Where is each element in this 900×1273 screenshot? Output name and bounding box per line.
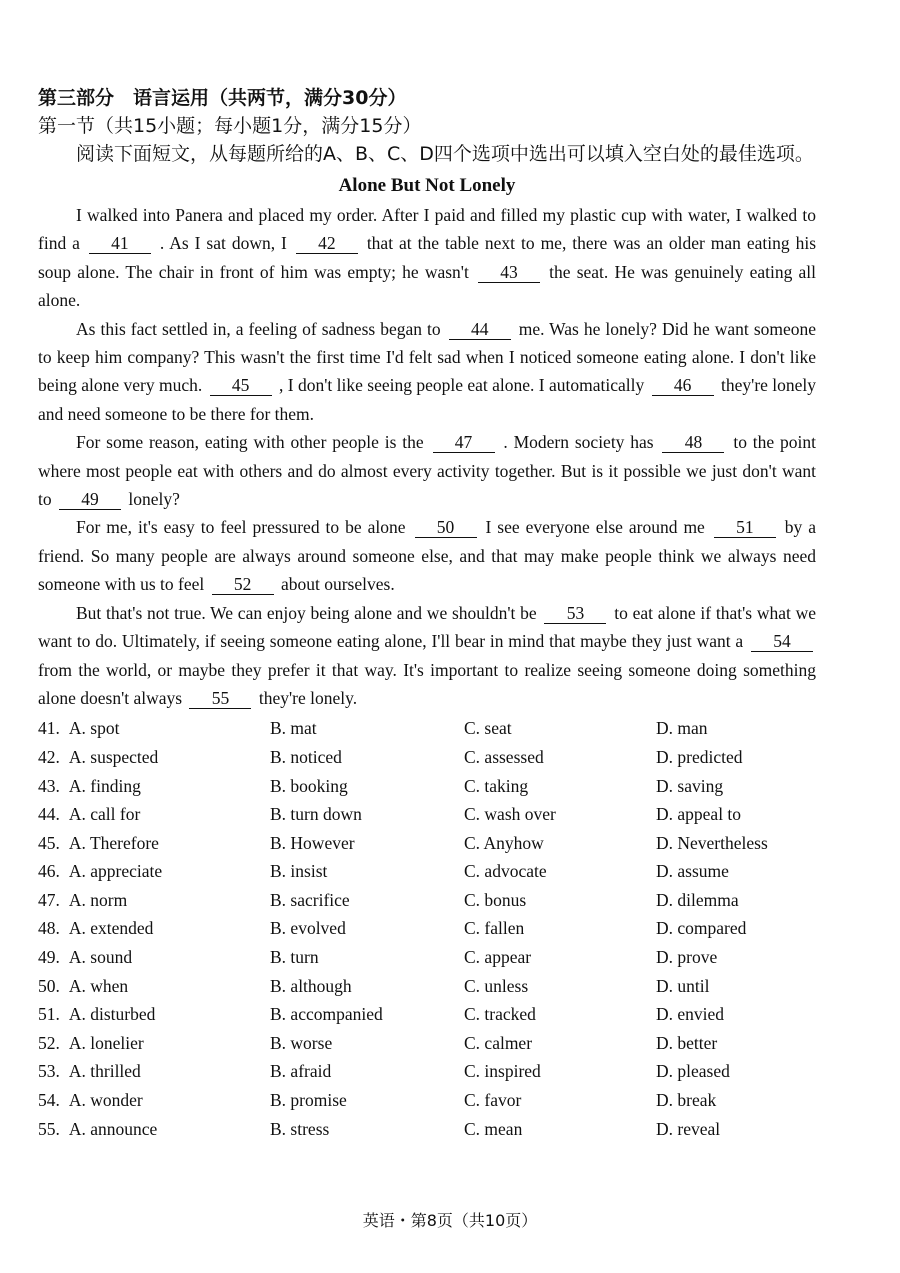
option-b[interactable]: B. stress [270, 1118, 330, 1139]
answer-blank[interactable]: 43 [478, 262, 540, 283]
answer-blank[interactable]: 45 [210, 375, 272, 396]
option-a[interactable] [38, 857, 270, 886]
option-c[interactable]: C. tracked [464, 1004, 536, 1025]
question-number: 48. [38, 918, 60, 939]
option-a-text: A. suspected [68, 746, 159, 767]
option-a[interactable] [38, 1000, 270, 1029]
option-a-text: A. sound [68, 947, 133, 968]
option-b[interactable]: B. booking [270, 775, 348, 796]
question-number: 46. [38, 861, 60, 882]
option-c[interactable]: C. mean [464, 1118, 523, 1139]
option-b[interactable]: B. noticed [270, 746, 342, 767]
answer-blank[interactable]: 49 [59, 489, 121, 510]
option-d[interactable]: D. envied [656, 1004, 725, 1025]
option-a[interactable] [38, 1115, 270, 1144]
question-row [38, 972, 816, 1001]
passage-text: to the point where most people eat with others and do almost every activity together. But is it possible we just don't want to [38, 432, 817, 510]
question-row [38, 772, 816, 801]
question-row [38, 714, 816, 743]
passage-text: As this fact settled in, a feeling of sadness began to [76, 318, 441, 339]
passage-text: For me, it's easy to feel pressured to be alone [76, 517, 406, 538]
answer-blank[interactable]: 44 [449, 319, 511, 340]
option-d[interactable]: D. pleased [656, 1061, 730, 1082]
answer-blank[interactable]: 54 [751, 631, 813, 652]
question-row [38, 914, 816, 943]
passage-text: , I don't like seeing people eat alone. I automatically [279, 375, 645, 396]
question-row [38, 1029, 816, 1058]
passage-text: they're lonely. [258, 687, 358, 708]
exam-page [38, 84, 816, 1143]
passage-paragraph [38, 513, 816, 598]
option-d[interactable]: D. saving [656, 775, 724, 796]
passage-text: I see everyone else around me [485, 517, 705, 538]
passage-text: about ourselves. [280, 574, 395, 595]
option-a-text: A. announce [68, 1118, 158, 1139]
option-b[interactable]: B. worse [270, 1032, 333, 1053]
question-row [38, 1086, 816, 1115]
answer-blank[interactable]: 51 [714, 517, 776, 538]
option-a-text: A. wonder [68, 1090, 143, 1111]
option-a-text: A. call for [68, 804, 141, 825]
answer-options [38, 714, 816, 1143]
question-number: 41. [38, 718, 60, 739]
option-c[interactable]: C. taking [464, 775, 529, 796]
question-row [38, 857, 816, 886]
answer-blank[interactable]: 42 [296, 233, 358, 254]
question-row [38, 943, 816, 972]
option-a[interactable] [38, 772, 270, 801]
question-number: 43. [38, 775, 60, 796]
passage-paragraph [38, 315, 816, 429]
question-row [38, 829, 816, 858]
option-d[interactable]: D. man [656, 718, 708, 739]
option-a-text: A. norm [68, 889, 128, 910]
option-b[interactable]: B. although [270, 975, 352, 996]
option-a[interactable] [38, 714, 270, 743]
option-a[interactable] [38, 1029, 270, 1058]
answer-blank[interactable]: 46 [652, 375, 714, 396]
option-a[interactable] [38, 943, 270, 972]
option-a[interactable] [38, 1057, 270, 1086]
option-c[interactable]: C. inspired [464, 1061, 541, 1082]
option-c[interactable]: C. unless [464, 975, 529, 996]
option-a[interactable] [38, 1086, 270, 1115]
option-c[interactable]: C. fallen [464, 918, 525, 939]
option-d[interactable]: D. predicted [656, 746, 743, 767]
option-a-text: A. spot [68, 718, 120, 739]
option-a-text: A. Therefore [68, 832, 159, 853]
section-heading: 第三部分 语言运用（共两节，满分30分） [38, 87, 407, 109]
page-footer: 英语・第8页（共10页） [362, 1211, 538, 1230]
option-c[interactable]: C. appear [464, 947, 532, 968]
option-a-text: A. disturbed [68, 1004, 156, 1025]
answer-blank[interactable]: 48 [662, 432, 724, 453]
option-c[interactable]: C. calmer [464, 1032, 533, 1053]
passage-text: . As I sat down, I [159, 233, 287, 254]
option-d[interactable]: D. until [656, 975, 710, 996]
option-d[interactable]: D. Nevertheless [656, 832, 768, 853]
question-number: 50. [38, 975, 60, 996]
option-b[interactable]: B. accompanied [270, 1004, 383, 1025]
answer-blank[interactable]: 41 [89, 233, 151, 254]
option-a[interactable] [38, 829, 270, 858]
option-d[interactable]: D. compared [656, 918, 747, 939]
passage-paragraph [38, 428, 816, 513]
option-b[interactable]: B. turn [270, 947, 319, 968]
option-a-text: A. thrilled [68, 1061, 141, 1082]
passage-text: But that's not true. We can enjoy being alone and we shouldn't be [76, 602, 537, 623]
question-row [38, 886, 816, 915]
option-d[interactable]: D. break [656, 1090, 717, 1111]
option-b[interactable]: B. promise [270, 1090, 347, 1111]
question-row [38, 1057, 816, 1086]
question-number: 55. [38, 1118, 60, 1139]
passage-body [38, 201, 816, 712]
question-number: 51. [38, 1004, 60, 1025]
option-c[interactable]: C. favor [464, 1090, 522, 1111]
option-c[interactable]: C. wash over [464, 804, 556, 825]
question-number: 44. [38, 804, 60, 825]
option-c[interactable]: C. bonus [464, 889, 527, 910]
option-a[interactable] [38, 743, 270, 772]
question-number: 52. [38, 1032, 60, 1053]
option-b[interactable]: B. However [270, 832, 355, 853]
passage-text: from the world, or maybe they prefer it that way. It's important to realize seeing someone doing something alone doesn't always [38, 659, 816, 708]
option-b[interactable]: B. turn down [270, 804, 362, 825]
instructions: 阅读下面短文，从每题所给的A、B、C、D四个选项中选出可以填入空白处的最佳选项。 [76, 143, 814, 165]
option-c[interactable]: C. Anyhow [464, 832, 544, 853]
answer-blank[interactable]: 52 [212, 574, 274, 595]
passage-text: that at the table next to me, there was an older man eating his soup alone. The chair in front of him was empty; he wasn't [38, 233, 817, 282]
option-b[interactable]: B. mat [270, 718, 317, 739]
option-d[interactable]: D. reveal [656, 1118, 721, 1139]
option-b[interactable]: B. evolved [270, 918, 346, 939]
option-a[interactable] [38, 886, 270, 915]
option-c[interactable]: C. seat [464, 718, 512, 739]
passage-text: . Modern society has [503, 432, 654, 453]
section-subheading: 第一节（共15小题；每小题1分，满分15分） [38, 115, 422, 137]
question-row [38, 1000, 816, 1029]
option-a-text: A. finding [68, 775, 141, 796]
question-row [38, 1115, 816, 1144]
option-a[interactable] [38, 914, 270, 943]
option-b[interactable]: B. sacrifice [270, 889, 350, 910]
option-d[interactable]: D. assume [656, 861, 729, 882]
question-number: 45. [38, 832, 60, 853]
answer-blank[interactable]: 50 [415, 517, 477, 538]
option-a-text: A. lonelier [68, 1032, 144, 1053]
passage-text: lonely? [128, 489, 180, 510]
passage-text: by a friend. So many people are always around someone else, and that may make people think we always need someone with us to feel [38, 517, 817, 595]
passage-text: me. Was he lonely? Did he want someone to keep him company? This wasn't the first time I'd felt sad when I noticed someone eating alone. I don't like being alone very much. [38, 318, 817, 396]
option-b[interactable]: B. afraid [270, 1061, 332, 1082]
option-d[interactable]: D. appeal to [656, 804, 742, 825]
option-a-text: A. when [68, 975, 129, 996]
question-number: 54. [38, 1090, 60, 1111]
option-c[interactable]: C. assessed [464, 746, 544, 767]
question-row [38, 800, 816, 829]
passage-paragraph [38, 599, 816, 713]
question-number: 47. [38, 889, 60, 910]
option-d[interactable]: D. prove [656, 947, 718, 968]
option-d[interactable]: D. better [656, 1032, 718, 1053]
passage-text: to eat alone if that's what we want to do. Ultimately, if seeing someone eating alone, I'll bear in mind that maybe they just want a [38, 602, 816, 652]
option-b[interactable]: B. insist [270, 861, 328, 882]
option-c[interactable]: C. advocate [464, 861, 547, 882]
passage-text: they're lonely and need someone to be there for them. [38, 375, 817, 424]
answer-blank[interactable]: 47 [433, 432, 495, 453]
answer-blank[interactable]: 55 [189, 688, 251, 709]
passage-text: For some reason, eating with other people is the [76, 432, 424, 453]
question-row [38, 743, 816, 772]
passage-text: I walked into Panera and placed my order. After I paid and filled my plastic cup with water, I walked to find a [38, 205, 816, 254]
option-a[interactable] [38, 800, 270, 829]
option-a-text: A. appreciate [68, 861, 163, 882]
question-number: 53. [38, 1061, 60, 1082]
passage-paragraph [38, 201, 816, 315]
passage-title: Alone But Not Lonely [338, 175, 516, 196]
answer-blank[interactable]: 53 [544, 603, 606, 624]
option-d[interactable]: D. dilemma [656, 889, 739, 910]
question-number: 49. [38, 947, 60, 968]
question-number: 42. [38, 746, 60, 767]
option-a[interactable] [38, 972, 270, 1001]
option-a-text: A. extended [68, 918, 154, 939]
passage-text: the seat. He was genuinely eating all alone. [38, 261, 817, 311]
